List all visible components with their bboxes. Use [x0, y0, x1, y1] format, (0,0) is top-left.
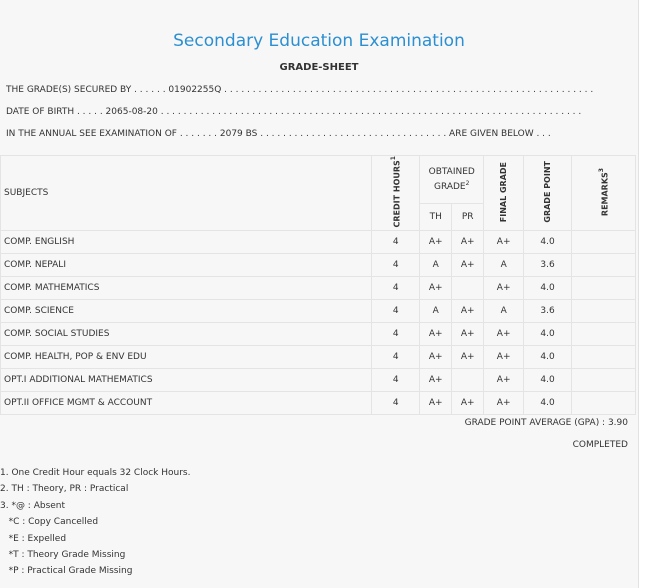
remarks-cell	[572, 277, 636, 300]
header-th: TH	[420, 204, 452, 231]
remarks-cell	[572, 254, 636, 277]
th-grade-cell: A	[420, 254, 452, 277]
remarks-cell	[572, 369, 636, 392]
remarks-cell	[572, 392, 636, 415]
table-row	[1, 369, 636, 392]
remarks-cell	[572, 323, 636, 346]
subject-cell: COMP. SCIENCE	[1, 300, 372, 323]
table-row	[1, 300, 636, 323]
subject-cell: COMP. HEALTH, POP & ENV EDU	[1, 346, 372, 369]
subject-cell: COMP. ENGLISH	[1, 231, 372, 254]
remarks-cell	[572, 300, 636, 323]
status-text: COMPLETED	[572, 440, 628, 450]
th-grade-cell: A+	[420, 323, 452, 346]
credit-cell: 4	[372, 277, 420, 300]
footnote-item: 1. One Credit Hour equals 32 Clock Hours.	[0, 468, 191, 478]
footnote-item: *E : Expelled	[0, 533, 67, 544]
th-grade-cell: A+	[420, 277, 452, 300]
final-grade-cell: A+	[484, 392, 524, 415]
grade-point-cell: 4.0	[524, 392, 572, 415]
pr-grade-cell	[452, 277, 484, 300]
grade-secured-line: THE GRADE(S) SECURED BY . . . . . . 01902255Q . . . . . . . . . . . . . . . . . . . . . . . . . . . . . . . . . . . . . . . . . . . . . . . . . . . . . . . . . . . . . . . . .	[6, 85, 594, 95]
final-grade-cell: A+	[484, 277, 524, 300]
final-grade-cell: A+	[484, 346, 524, 369]
grade-point-cell: 4.0	[524, 346, 572, 369]
table-row	[1, 346, 636, 369]
footnote-item: *C : Copy Cancelled	[0, 517, 99, 528]
footnote-item: 2. TH : Theory, PR : Practical	[0, 484, 129, 495]
grade-table	[0, 155, 636, 415]
credit-cell: 4	[372, 254, 420, 277]
header-subjects: SUBJECTS	[1, 156, 372, 231]
table-header-row	[1, 156, 636, 204]
credit-cell: 4	[372, 392, 420, 415]
remarks-cell	[572, 231, 636, 254]
header-pr: PR	[452, 204, 484, 231]
subject-cell: COMP. SOCIAL STUDIES	[1, 323, 372, 346]
header-obtained-grade: OBTAINED GRADE$^2$	[420, 156, 484, 204]
th-grade-cell: A+	[420, 231, 452, 254]
credit-cell: 4	[372, 231, 420, 254]
credit-cell: 4	[372, 346, 420, 369]
grade-point-cell: 3.6	[524, 254, 572, 277]
th-grade-cell: A+	[420, 369, 452, 392]
footnote-item: *P : Practical Grade Missing	[0, 566, 133, 577]
final-grade-cell: A+	[484, 231, 524, 254]
header-final-grade: FINAL GRADE	[484, 156, 524, 231]
th-grade-cell: A+	[420, 346, 452, 369]
credit-cell: 4	[372, 300, 420, 323]
table-row	[1, 392, 636, 415]
gpa-line: GRADE POINT AVERAGE (GPA) : 3.90	[464, 418, 628, 428]
th-grade-cell: A+	[420, 392, 452, 415]
footnote-item: 3. *@ : Absent	[0, 500, 66, 511]
header-credit-hours: CREDIT HOURS$^1$	[372, 156, 420, 231]
th-grade-cell: A	[420, 300, 452, 323]
subject-cell: COMP. NEPALI	[1, 254, 372, 277]
pr-grade-cell	[452, 369, 484, 392]
pr-grade-cell: A+	[452, 346, 484, 369]
grade-point-cell: 4.0	[524, 277, 572, 300]
footnotes	[0, 465, 190, 580]
final-grade-cell: A	[484, 254, 524, 277]
header-grade-point: GRADE POINT	[524, 156, 572, 231]
pr-grade-cell: A+	[452, 392, 484, 415]
sheet-subtitle: GRADE-SHEET	[279, 62, 359, 73]
remarks-cell	[572, 346, 636, 369]
exam-line: IN THE ANNUAL SEE EXAMINATION OF . . . . . . . 2079 BS . . . . . . . . . . . . . . . . . . . . . . . . . . . . . . . . . ARE GIVEN BELOW . . .	[6, 129, 551, 139]
credit-cell: 4	[372, 323, 420, 346]
pr-grade-cell: A+	[452, 300, 484, 323]
final-grade-cell: A+	[484, 323, 524, 346]
table-row	[1, 323, 636, 346]
grade-point-cell: 4.0	[524, 369, 572, 392]
table-row	[1, 231, 636, 254]
table-row	[1, 254, 636, 277]
pr-grade-cell: A+	[452, 323, 484, 346]
final-grade-cell: A+	[484, 369, 524, 392]
table-row	[1, 277, 636, 300]
pr-grade-cell: A+	[452, 254, 484, 277]
subject-cell: COMP. MATHEMATICS	[1, 277, 372, 300]
final-grade-cell: A	[484, 300, 524, 323]
pr-grade-cell: A+	[452, 231, 484, 254]
subject-cell: OPT.II OFFICE MGMT & ACCOUNT	[1, 392, 372, 415]
grade-point-cell: 3.6	[524, 300, 572, 323]
subject-cell: OPT.I ADDITIONAL MATHEMATICS	[1, 369, 372, 392]
grade-point-cell: 4.0	[524, 323, 572, 346]
grade-point-cell: 4.0	[524, 231, 572, 254]
header-remarks: REMARKS$^3$	[572, 156, 636, 231]
exam-title: Secondary Education Examination	[173, 31, 465, 51]
dob-line: DATE OF BIRTH . . . . . 2065-08-20 . . . . . . . . . . . . . . . . . . . . . . . . . . . . . . . . . . . . . . . . . . . . . . . . . . . . . . . . . . . . . . . . . . . . . . . . . .	[6, 107, 582, 117]
credit-cell: 4	[372, 369, 420, 392]
footnote-item: *T : Theory Grade Missing	[0, 550, 126, 561]
